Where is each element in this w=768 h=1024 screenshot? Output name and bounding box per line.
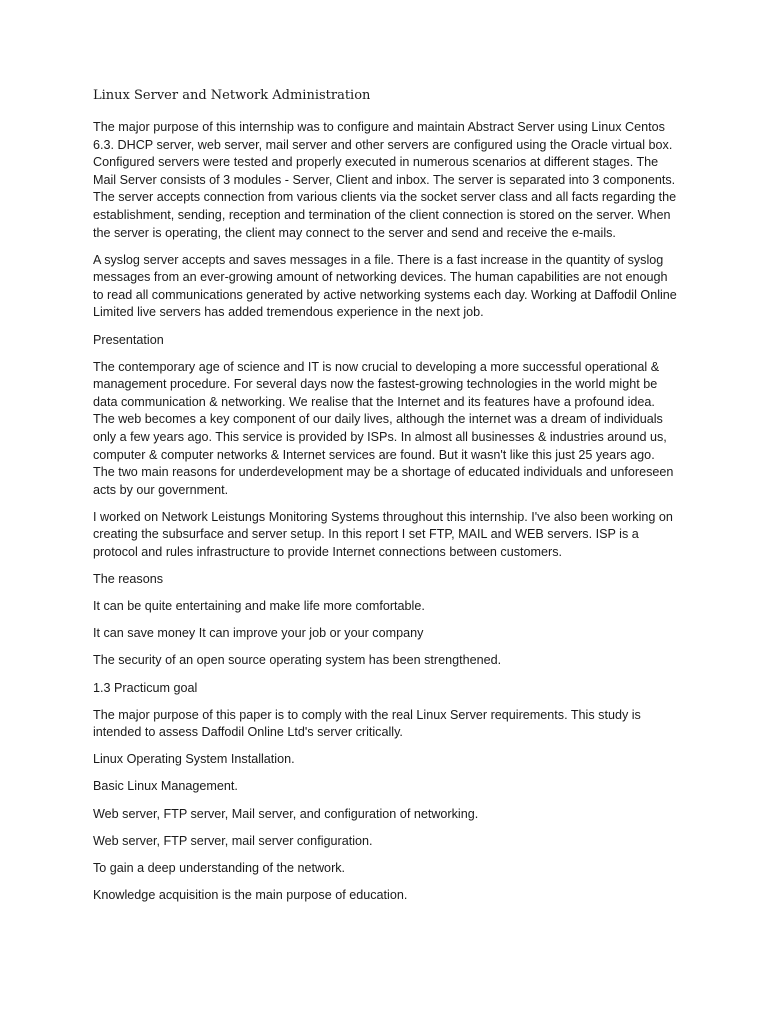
document-title: Linux Server and Network Administration (93, 88, 371, 103)
document-body (93, 87, 677, 914)
goal-knowledge-acquisition: Knowledge acquisition is the main purpose of education. (93, 887, 408, 902)
reason-save-money: It can save money It can improve your job or your company (93, 626, 424, 641)
goal-os-installation: Linux Operating System Installation. (93, 752, 295, 767)
heading-the-reasons: The reasons (93, 572, 164, 587)
goal-server-configuration: Web server, FTP server, mail server configuration. (93, 833, 373, 848)
goal-network-understanding: To gain a deep understanding of the network. (93, 860, 346, 875)
reason-entertaining: It can be quite entertaining and make life more comfortable. (93, 599, 425, 614)
goal-server-networking: Web server, FTP server, Mail server, and configuration of networking. (93, 806, 479, 821)
paragraph-network-monitoring: I worked on Network Leistungs Monitoring Systems throughout this internship. I've also been working on creating the subsurface and server setup. In this report I set FTP, MAIL and WEB servers. ISP is a protocol and rules infrastructure to provide Internet connections between customers. (93, 509, 673, 560)
heading-practicum-goal: 1.3 Practicum goal (93, 680, 198, 695)
goal-basic-management: Basic Linux Management. (93, 779, 238, 794)
paragraph-paper-purpose: The major purpose of this paper is to comply with the real Linux Server requirements. This study is intended to assess Daffodil Online Ltd's server critically. (93, 707, 641, 740)
paragraph-contemporary-age: The contemporary age of science and IT is now crucial to developing a more successful operational & management procedure. For several days now the fastest-growing technologies in the world might be data communication & networking. We realise that the Internet and its features have a profound idea. The web becomes a key component of our daily lives, although the internet was a dream of individuals only a few years ago. This service is provided by ISPs. In almost all businesses & industries around us, computer & computer networks & Internet services are found. But it wasn't like this just 25 years ago. The two main reasons for underdevelopment may be a shortage of educated individuals and unforeseen acts by our government. (93, 359, 674, 497)
heading-presentation: Presentation (93, 332, 164, 347)
paragraph-syslog: A syslog server accepts and saves messages in a file. There is a fast increase in the quantity of syslog messages from an ever-growing amount of networking devices. The human capabilities are not enough to read all communications generated by active networking systems each day. Working at Daffodil Online Limited live servers has added tremendous experience in the next job. (93, 252, 677, 320)
paragraph-internship-purpose: The major purpose of this internship was to configure and maintain Abstract Server using Linux Centos 6.3. DHCP server, web server, mail server and other servers are configured using the Oracle virtual box. Configured servers were tested and properly executed in numerous scenarios at different stages. The Mail Server consists of 3 modules - Server, Client and inbox. The server is separated into 3 components. The server accepts connection from various clients via the socket server class and all facts regarding the establishment, sending, reception and termination of the client connection is stored on the server. When the server is operating, the client may connect to the server and send and receive the e-mails. (93, 120, 677, 240)
reason-security: The security of an open source operating system has been strengthened. (93, 653, 502, 668)
